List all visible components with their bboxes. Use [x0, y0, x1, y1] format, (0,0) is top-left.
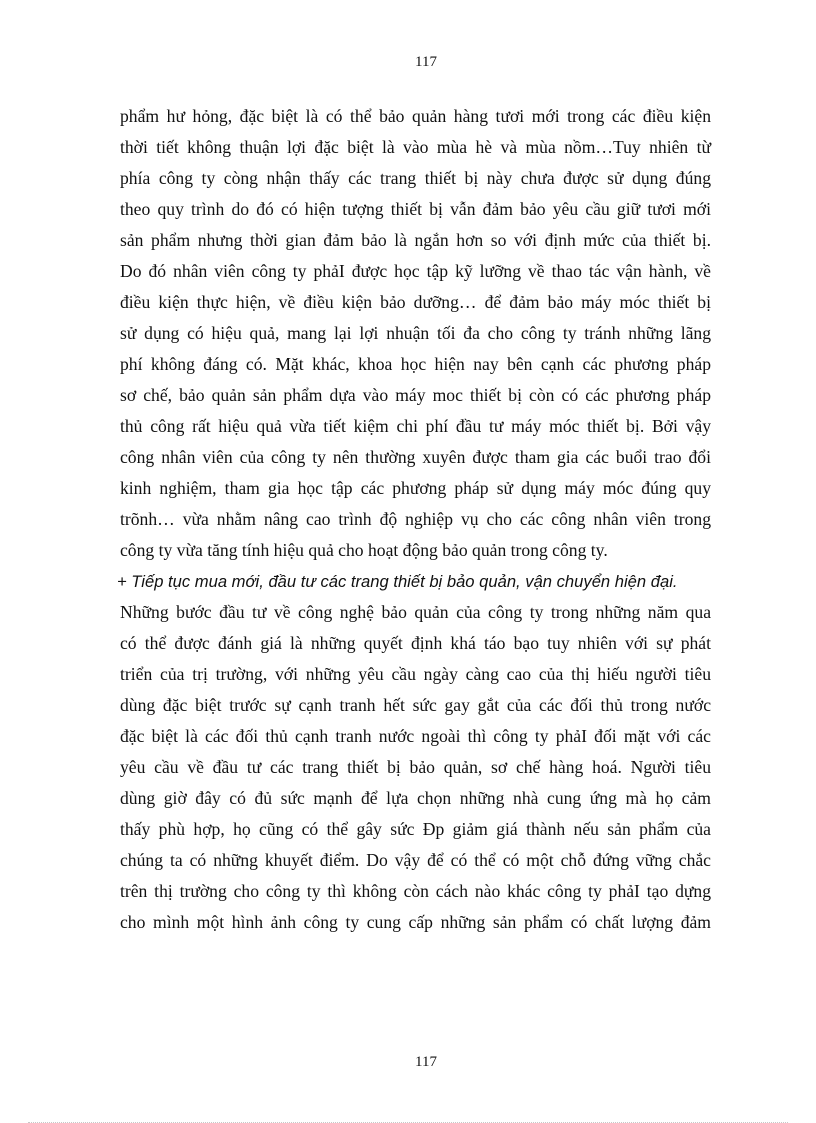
body-text — [117, 101, 711, 938]
text-line: điều kiện thực hiện, về điều kiện bảo dưỡng… để đảm bảo máy móc thiết bị — [120, 292, 711, 312]
text-line: phẩm hư hỏng, đặc biệt là có thể bảo quản hàng tươi mới trong các điều kiện — [120, 106, 711, 126]
text-line: công ty vừa tăng tính hiệu quả cho hoạt động bảo quản trong công ty. — [120, 540, 608, 560]
text-line: theo quy trình do đó có hiện tượng thiết bị vẫn đảm bảo yêu cầu giữ tươi mới — [120, 199, 711, 219]
text-line: trên thị trường cho công ty thì không còn cách nào khác công ty phảI tạo dựng — [120, 881, 711, 901]
text-line: Những bước đầu tư về công nghệ bảo quản của công ty trong những năm qua — [120, 602, 711, 622]
footer-page-number: 117 — [415, 1054, 437, 1070]
text-line: công nhân viên của công ty nên thường xuyên được tham gia các buổi trao đổi — [120, 447, 711, 467]
text-line: sử dụng có hiệu quả, mang lại lợi nhuận tối đa cho công ty tránh những lãng — [120, 323, 711, 343]
text-line: thời tiết không thuận lợi đặc biệt là vào mùa hè và mùa nồm…Tuy nhiên từ — [120, 137, 711, 157]
header-page-number: 117 — [415, 54, 437, 70]
text-line: sản phẩm nhưng thời gian đảm bảo là ngắn hơn so với định mức của thiết bị. — [120, 230, 711, 250]
text-line: thủ công rất hiệu quả vừa tiết kiệm chi phí đầu tư máy móc thiết bị. Bởi vậy — [120, 416, 711, 436]
text-line: đặc biệt là các đối thủ cạnh tranh nước ngoài thì công ty phảI đối mặt với các — [120, 726, 711, 746]
text-line: thấy phù hợp, họ cũng có thể gây sức Đp giảm giá thành nếu sản phẩm của — [120, 819, 711, 839]
section-heading: + Tiếp tục mua mới, đầu tư các trang thiết bị bảo quản, vận chuyển hiện đại. — [117, 572, 678, 591]
text-line: cho mình một hình ảnh công ty cung cấp những sản phẩm có chất lượng đảm — [120, 912, 711, 932]
text-line: chúng ta có những khuyết điểm. Do vậy để có thể có một chỗ đứng vững chắc — [120, 850, 711, 870]
text-line: trõnh… vừa nhằm nâng cao trình độ nghiệp vụ cho các công nhân viên trong — [120, 509, 711, 529]
text-line: triển của trị trường, với những yêu cầu ngày càng cao của thị hiếu người tiêu — [120, 664, 711, 684]
text-line: Do đó nhân viên công ty phảI được học tập kỹ lưỡng về thao tác vận hành, về — [120, 261, 711, 281]
text-line: sơ chế, bảo quản sản phẩm dựa vào máy moc thiết bị còn có các phương pháp — [120, 385, 711, 405]
text-line: có thể được đánh giá là những quyết định khá táo bạo tuy nhiên với sự phát — [120, 633, 711, 653]
text-line: phí không đáng có. Mặt khác, khoa học hiện nay bên cạnh các phương pháp — [120, 354, 711, 374]
text-line: kinh nghiệm, tham gia học tập các phương pháp sử dụng máy móc đúng quy — [120, 478, 711, 498]
text-line: phía công ty còng nhận thấy các trang thiết bị này chưa được sử dụng đúng — [120, 168, 711, 188]
text-line: dùng giờ đây có đủ sức mạnh để lựa chọn những nhà cung ứng mà họ cảm — [120, 788, 711, 808]
text-line: yêu cầu về đầu tư các trang thiết bị bảo quản, sơ chế hàng hoá. Người tiêu — [120, 757, 711, 777]
text-line: dùng đặc biệt trước sự cạnh tranh hết sức gay gắt của các đối thủ trong nước — [120, 695, 711, 715]
